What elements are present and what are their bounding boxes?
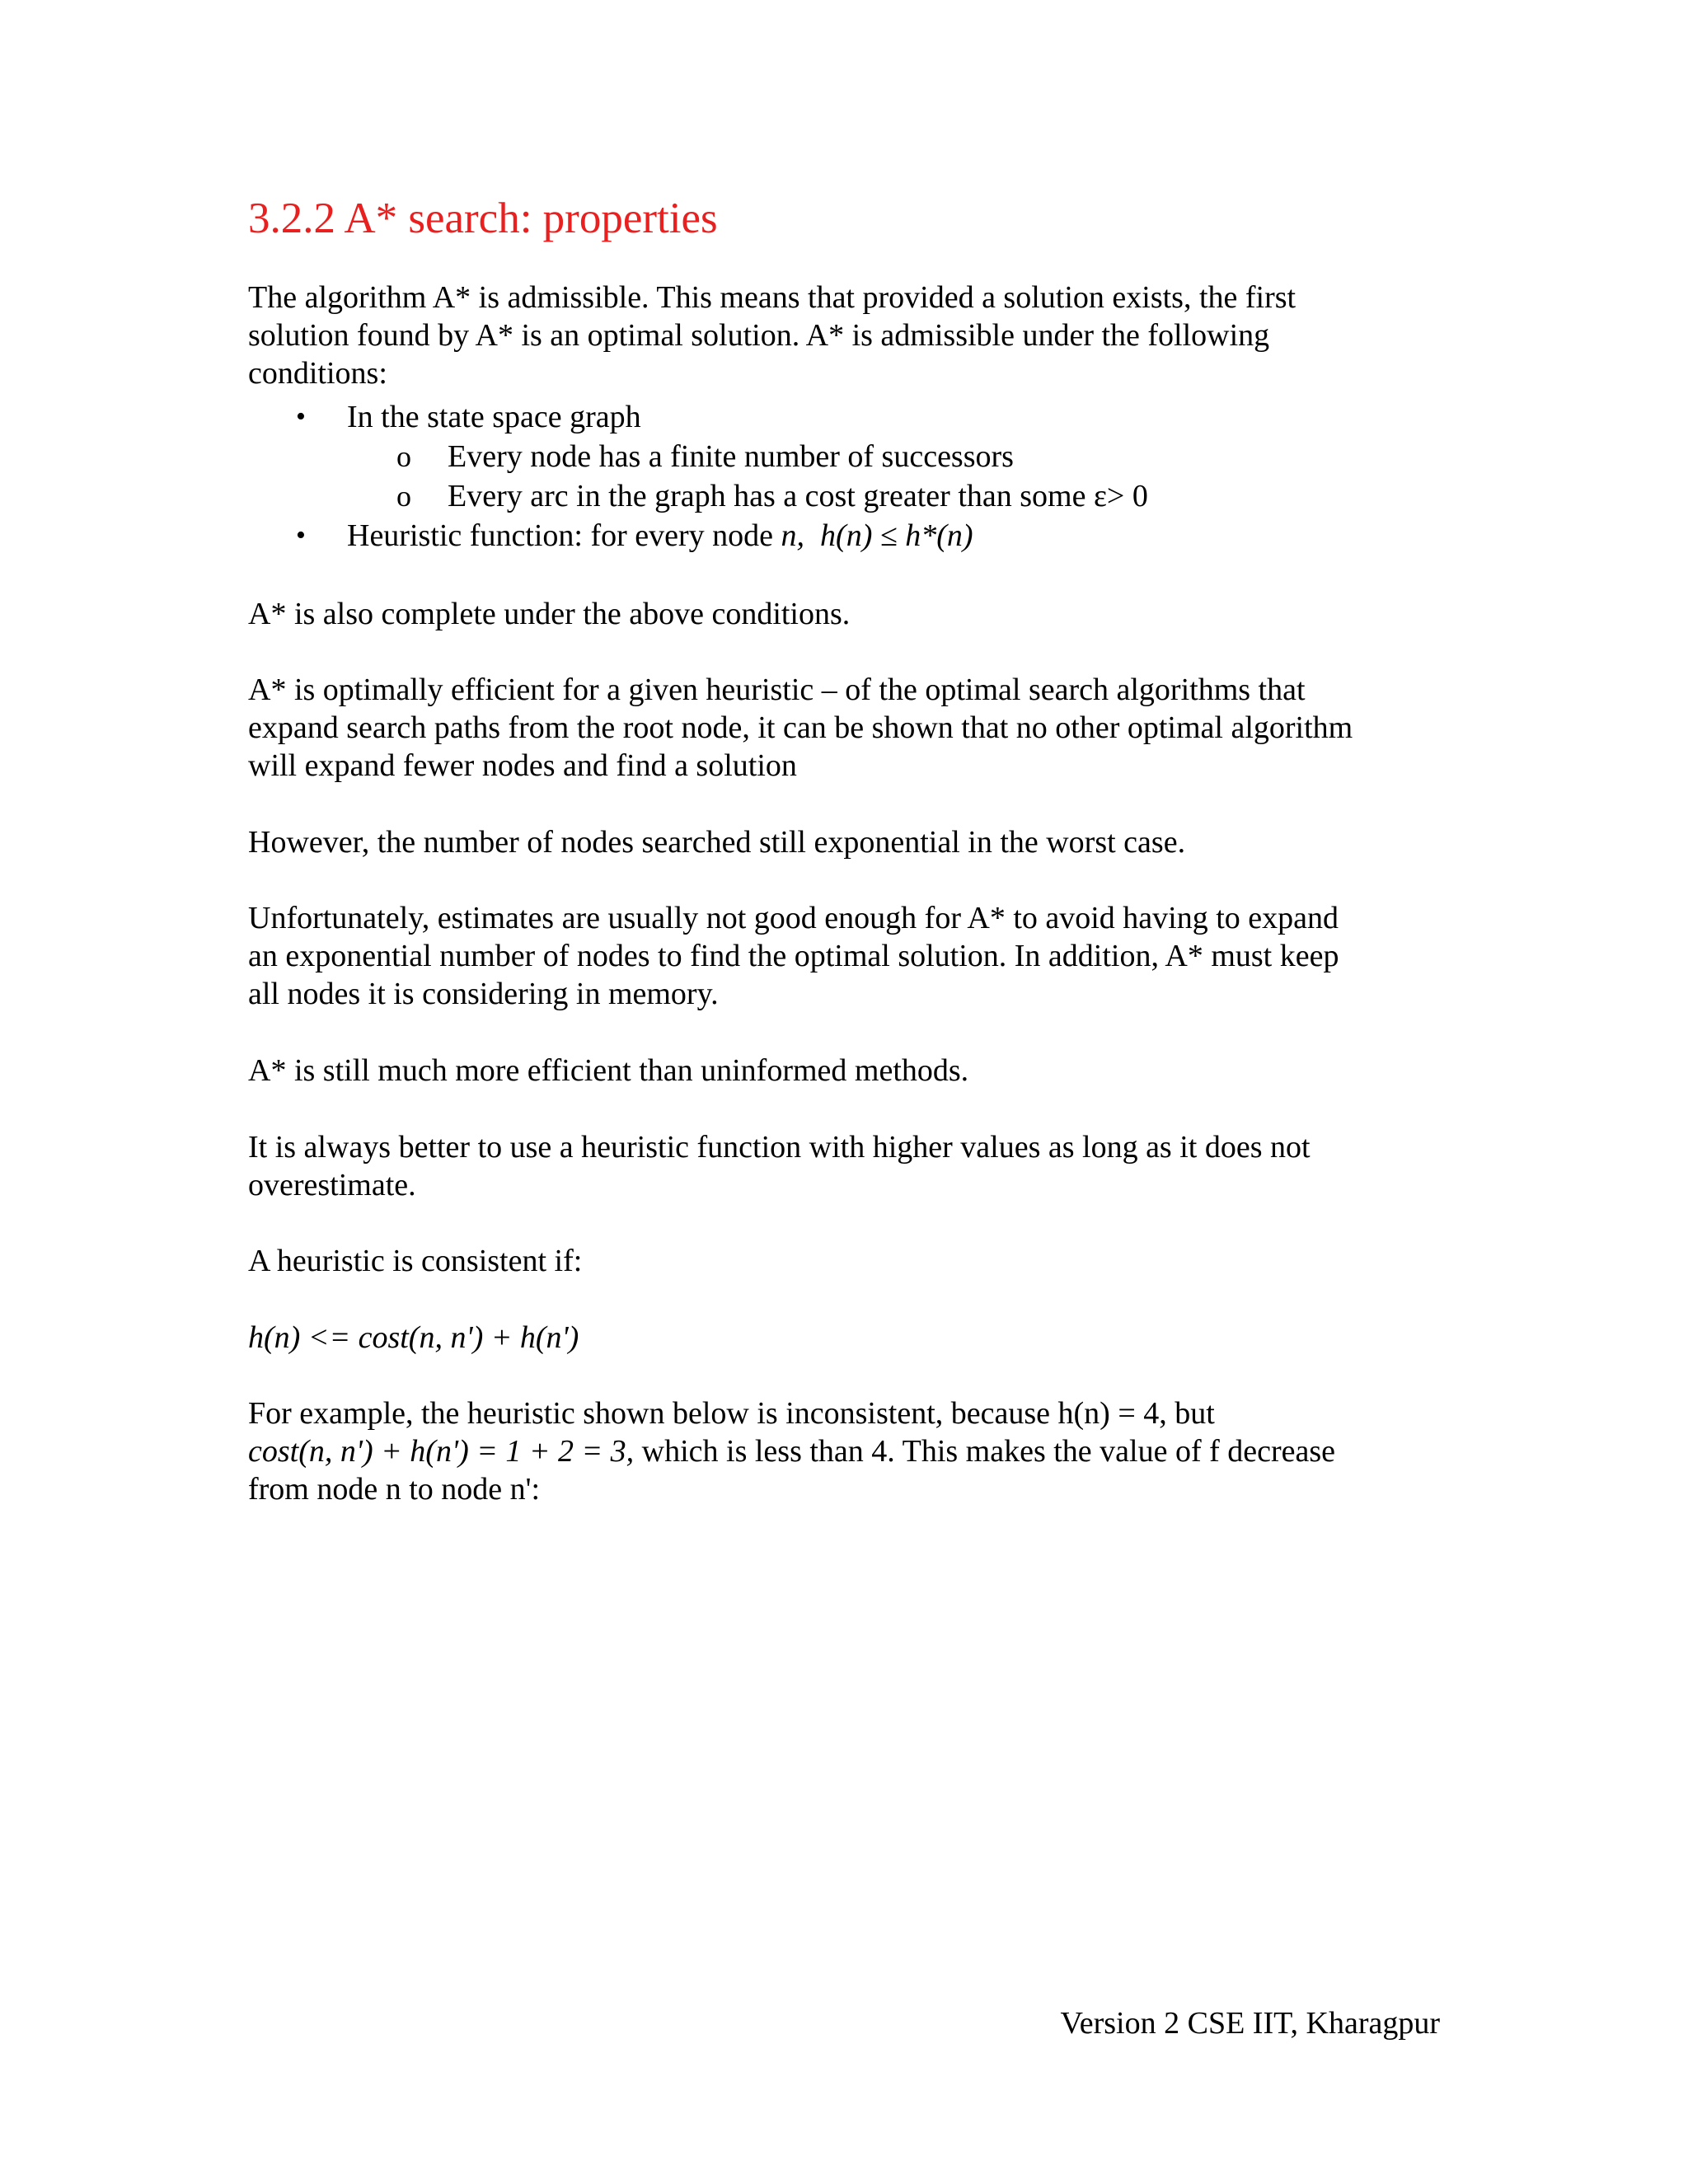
paragraph-line: Unfortunately, estimates are usually not good enough for A* to avoid having to expand [248, 901, 1339, 935]
paragraph-line: It is always better to use a heuristic function with higher values as long as it does not [248, 1130, 1311, 1165]
bullet-icon: • [296, 520, 306, 551]
heuristic-formula: h(n) ≤ h*(n) [820, 518, 973, 553]
sub-list-item [248, 476, 1451, 516]
bullet-icon: • [296, 401, 306, 432]
paragraph-line: conditions: [248, 356, 387, 391]
circle-bullet-icon: o [396, 480, 411, 513]
sub-list-item [248, 437, 1451, 476]
paragraph-line: For example, the heuristic shown below is inconsistent, because h(n) = 4, but [248, 1396, 1215, 1431]
conditions-list [248, 397, 1451, 555]
paragraph-line [248, 1432, 1451, 1470]
paragraph-line: expand search paths from the root node, it can be shown that no other optimal algorithm [248, 710, 1353, 745]
paragraph-line: A* is optimally efficient for a given heuristic – of the optimal search algorithms that [248, 673, 1306, 707]
paragraph-line: The algorithm A* is admissible. This means that provided a solution exists, the first [248, 280, 1296, 315]
node-variable: n, [781, 518, 805, 553]
paragraph-line: overestimate. [248, 1168, 416, 1202]
example-paragraph [248, 1394, 1451, 1508]
list-item-label: In the state space graph [347, 400, 641, 434]
section-heading: 3.2.2 A* search: properties [248, 194, 718, 242]
worst-case-paragraph: However, the number of nodes searched still exponential in the worst case. [248, 825, 1186, 860]
higher-values-paragraph [248, 1128, 1451, 1204]
consistent-intro: A heuristic is consistent if: [248, 1244, 583, 1278]
paragraph-line: an exponential number of nodes to find the optimal solution. In addition, A* must keep [248, 939, 1339, 973]
efficiency-paragraph [248, 671, 1451, 785]
admissibility-paragraph [248, 279, 1451, 392]
consistency-formula: h(n) <= cost(n, n') + h(n') [248, 1320, 579, 1355]
estimates-paragraph [248, 899, 1451, 1013]
complete-paragraph: A* is also complete under the above conditions. [248, 597, 851, 631]
example-formula: cost(n, n') + h(n') = 1 + 2 = 3, [248, 1434, 635, 1469]
still-efficient-paragraph: A* is still much more efficient than uninformed methods. [248, 1053, 969, 1088]
sub-list-item-label: Every node has a finite number of successors [448, 439, 1014, 474]
example-text: which is less than 4. This makes the value of f decrease [634, 1434, 1336, 1469]
paragraph-line: will expand fewer nodes and find a solution [248, 748, 797, 783]
paragraph-line: all nodes it is considering in memory. [248, 977, 719, 1011]
list-item [248, 397, 1451, 437]
list-item-label: Heuristic function: for every node [347, 518, 781, 553]
page-footer: Version 2 CSE IIT, Kharagpur [1060, 2006, 1440, 2041]
paragraph-line: from node n to node n': [248, 1472, 541, 1507]
sub-list-item-label: Every arc in the graph has a cost greater than some ε> 0 [448, 479, 1148, 513]
circle-bullet-icon: o [396, 440, 411, 473]
list-item [248, 516, 1451, 555]
paragraph-line: solution found by A* is an optimal solution. A* is admissible under the following [248, 318, 1270, 353]
